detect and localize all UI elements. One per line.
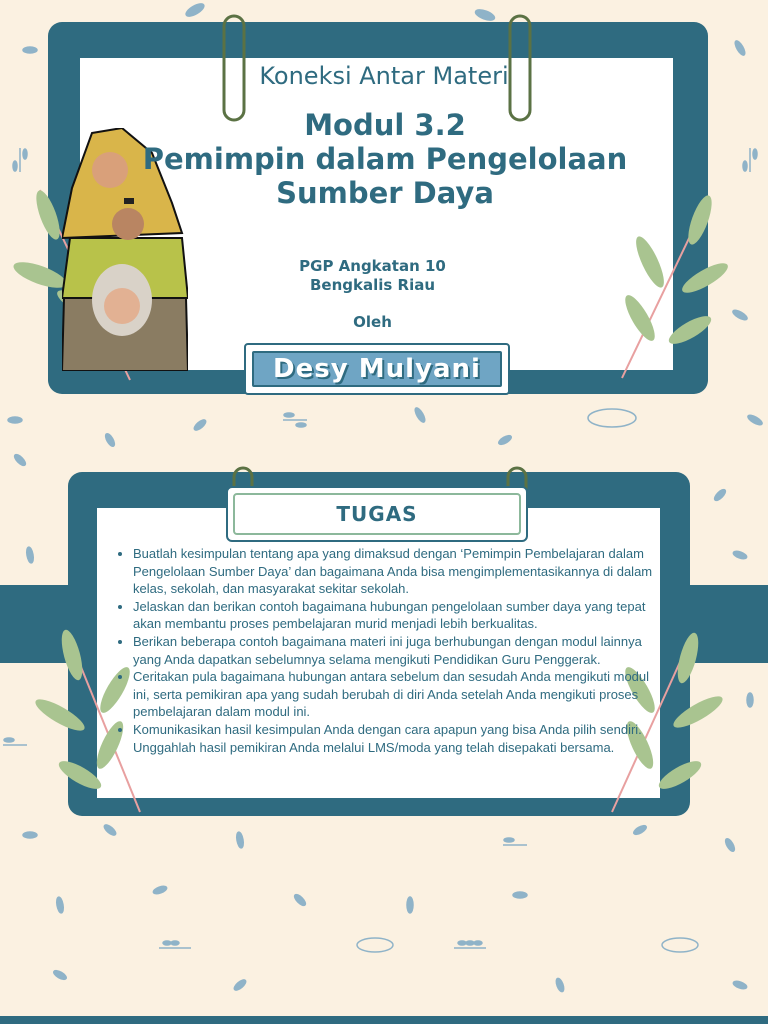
cohort-line2: Bengkalis Riau (309, 276, 436, 294)
module-number: Modul 3.2 (304, 108, 466, 142)
module-title (90, 108, 680, 210)
list-item: • Komunikasikan hasil kesimpulan Anda dengan cara apapun yang bisa Anda pilih sendiri. Unggahlah hasil pemikiran Anda melalui LMS/moda yang telah disepakati bersama. (133, 721, 653, 756)
series-title: Koneksi Antar Materi (259, 62, 509, 90)
list-item: • Berikan beberapa contoh bagaimana materi ini juga berhubungan dengan modul lainnya yang Anda dapatkan sebelumnya selama mengikuti Pendidikan Guru Penggerak. (133, 633, 653, 668)
list-item: • Ceritakan pula bagaimana hubungan antara sebelum dan sesudah Anda mengikuti modul ini, serta pemikiran apa yang sudah berubah di diri Anda setelah Anda mengikuti proses pembelajaran dalam modul ini. (133, 668, 653, 721)
list-item: • Buatlah kesimpulan tentang apa yang dimaksud dengan ‘Pemimpin Pembelajaran dalam Pengelolaan Sumber Daya’ dan bagaimana Anda bisa mengimplementasikannya di dalam kelas, sekolah, dan masyarakat sekitar sekolah. (133, 545, 653, 598)
assignment-list (113, 545, 653, 756)
author-name-plate (244, 343, 510, 395)
cohort-block (260, 257, 485, 295)
list-item: • Jelaskan dan berikan contoh bagaimana hubungan pengelolaan sumber daya yang tepat akan membantu proses pembelajaran murid menjadi lebih berkualitas. (133, 598, 653, 633)
module-title-line2: Sumber Daya (276, 176, 494, 210)
author-name: Desy Mulyani (252, 351, 502, 387)
assignment-heading: TUGAS (233, 493, 521, 535)
module-title-line1: Pemimpin dalam Pengelolaan (142, 142, 628, 176)
cohort-line1: PGP Angkatan 10 (299, 257, 446, 275)
by-label: Oleh (353, 313, 392, 331)
assignment-heading-plate (226, 486, 528, 542)
